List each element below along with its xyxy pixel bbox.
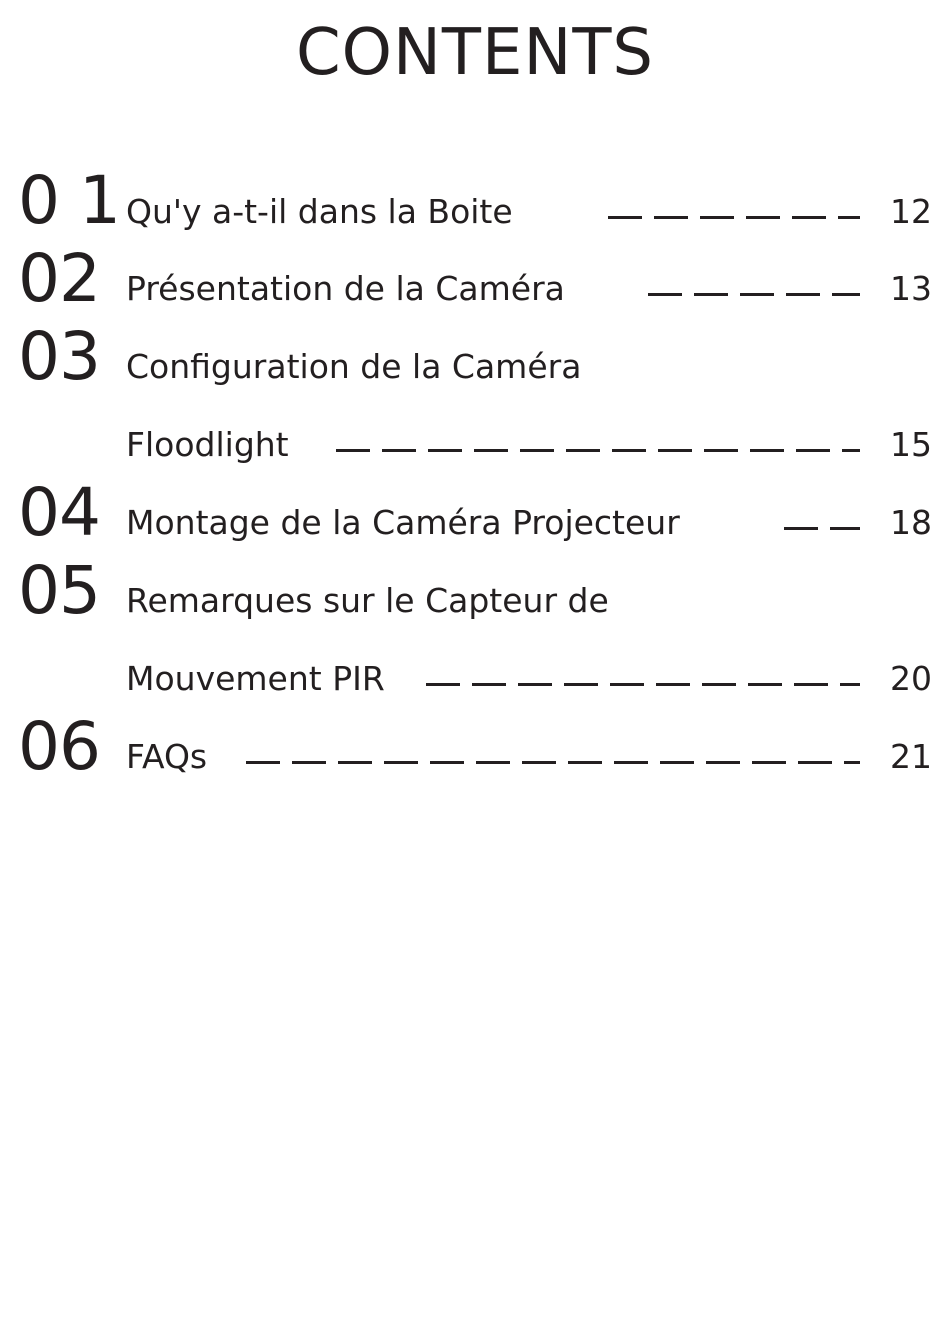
toc-title-04: Montage de la Caméra Projecteur [126,503,680,542]
toc-title-03b: Floodlight [126,425,289,464]
dashed-leader [426,683,860,686]
toc-page-05: 20 [890,659,932,698]
toc-title-05b: Mouvement PIR [126,659,385,698]
toc-number-03: 03 [18,318,100,395]
dashed-leader [608,216,860,219]
toc-entry-03-line-2[interactable] [126,424,932,466]
page-title: CONTENTS [295,16,655,90]
toc-title-02: Présentation de la Caméra [126,269,565,308]
toc-entry-04[interactable] [126,502,932,544]
toc-page-04: 18 [890,503,932,542]
dashed-leader [648,293,860,296]
toc-entry-03-line-1[interactable] [126,346,932,388]
dashed-leader [246,761,860,764]
toc-page-06: 21 [890,737,932,776]
toc-entry-02[interactable] [126,268,932,310]
toc-entry-05-line-2[interactable] [126,658,932,700]
toc-number-02: 02 [18,240,100,317]
toc-number-05: 05 [18,552,100,629]
toc-page-01: 12 [890,192,932,231]
toc-title-06: FAQs [126,737,208,776]
dashed-leader [336,449,860,452]
toc-page-03: 15 [890,425,932,464]
toc-title-03a: Configuration de la Caméra [126,347,582,386]
toc-number-06: 06 [18,708,100,785]
toc-title-05a: Remarques sur le Capteur de [126,581,609,620]
toc-number-04: 04 [18,474,100,551]
toc-page-02: 13 [890,269,932,308]
toc-entry-05-line-1[interactable] [126,580,932,622]
toc-entry-01[interactable] [126,191,932,233]
toc-number-01: 0 1 [18,162,120,239]
toc-title-01: Qu'y a-t-il dans la Boite [126,192,513,231]
dashed-leader [784,527,860,530]
toc-entry-06[interactable] [126,736,932,778]
